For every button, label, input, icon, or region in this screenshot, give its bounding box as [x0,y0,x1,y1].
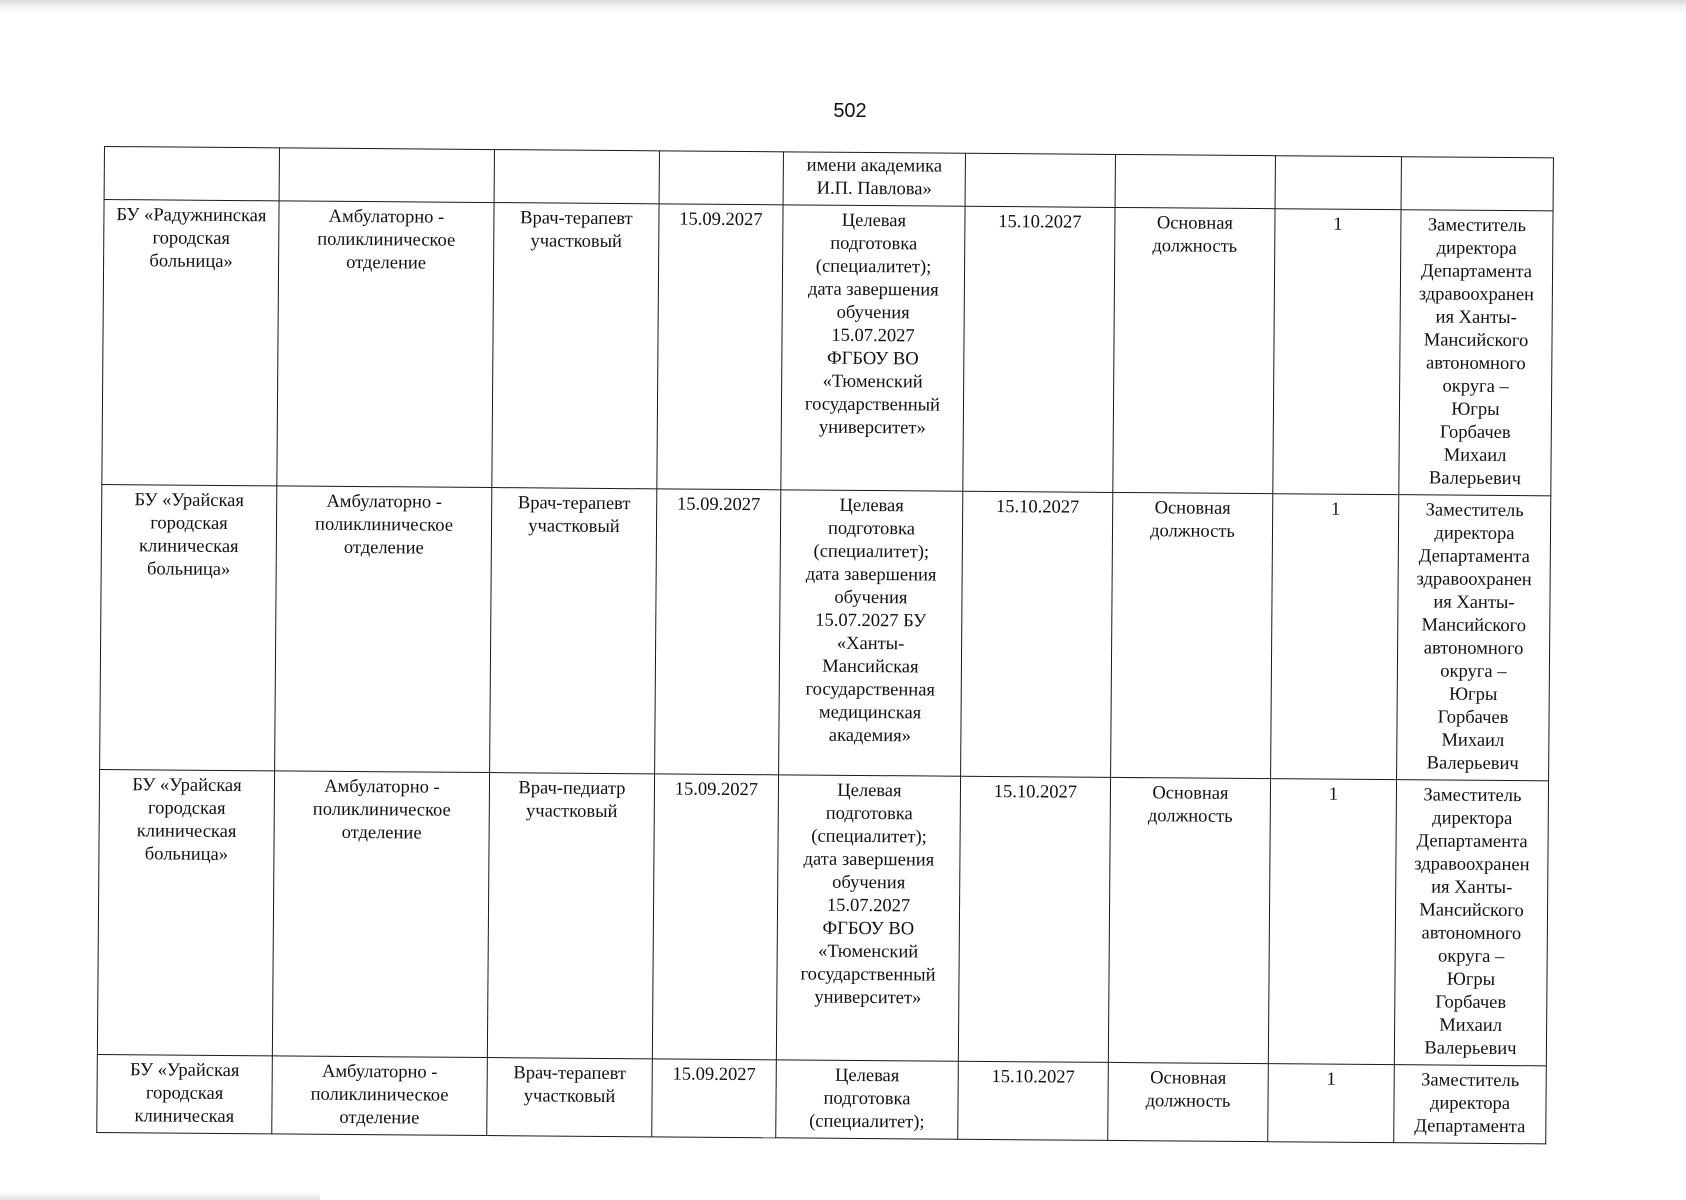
count-text: 1 [1333,214,1343,235]
date-start-cell [655,489,781,775]
table-cell [783,152,965,206]
date-end-text: 15.10.2027 [995,497,1080,518]
responsible-text: Заместитель директора Департамента здравоохранен ия Ханты- Мансийского автономного округа – Югры Горбачев Михаил Валерьевич [1418,215,1535,490]
table-row [97,769,1548,1065]
date-start-text: 15.09.2027 [672,1064,756,1086]
responsible-text: Заместитель директора Департамента здравоохранен ия Ханты- Мансийского автономного округа – Югры Горбачев Михаил Валерьевич [1416,500,1532,775]
table-row [100,484,1551,780]
training-text: Целевая подготовка (специалитет); дата завершения обучения 15.07.2027 ФГБОУ ВО «Тюменский государственный университет» [804,210,941,439]
position-text: Врач-терапевт участковый [517,493,631,538]
date-start-text: 15.09.2027 [676,494,761,516]
scan-edge-top [0,0,1686,14]
institution-cell [102,200,279,486]
position-text: Врач-терапевт участковый [513,1063,627,1108]
count-cell [1273,209,1401,495]
date-end-text: 15.10.2027 [993,782,1078,803]
department-cell [272,1056,488,1136]
date-end-cell [961,491,1113,777]
table-cell [1115,154,1275,208]
position-cell [490,488,657,774]
count-text: 1 [1330,499,1341,520]
table-cell [659,151,783,205]
institution-text: БУ «Урайская городская клиническая [129,1060,240,1128]
date-end-text: 15.10.2027 [991,1067,1075,1088]
responsible-cell [1394,1065,1547,1144]
count-text: 1 [1326,1069,1336,1090]
count-cell [1268,1064,1395,1143]
responsible-text: Заместитель директора Департамента [1414,1070,1526,1138]
table-row [102,200,1553,496]
institution-text: БУ «Урайская городская клиническая больница» [134,490,244,581]
department-cell [272,771,489,1058]
position-text: Врач-педиатр участковый [518,778,626,823]
responsible-cell [1397,495,1551,781]
institution-cell [97,1054,273,1133]
position-type-text: Основная должность [1147,783,1233,827]
table-row [97,1054,1547,1143]
position-type-cell [1111,492,1273,778]
date-end-cell [958,776,1110,1062]
training-text: Целевая подготовка (специалитет); дата завершения обучения 15.07.2027 ФГБОУ ВО «Тюменский государственный университет» [800,780,936,1009]
date-start-cell [652,1059,777,1138]
date-start-cell [652,774,778,1060]
department-text: Амбулаторно - поликлиническое отделение [315,491,454,559]
institution-text: БУ «Радужнинская городская больница» [116,205,267,273]
table-cell [1275,156,1401,210]
training-cell [781,205,965,491]
position-type-text: Основная должность [1150,498,1235,542]
training-text: Целевая подготовка (специалитет); дата завершения обучения 15.07.2027 БУ «Ханты- Мансийская государственная медицинская академия» [805,495,937,747]
count-cell [1268,779,1396,1065]
position-type-text: Основная должность [1145,1068,1231,1112]
date-end-cell [958,1061,1109,1140]
document-sheet [96,146,1554,1144]
count-text: 1 [1328,784,1339,805]
date-start-cell [657,204,783,490]
responsible-cell [1394,780,1548,1066]
training-text: Целевая подготовка (специалитет); [809,1065,925,1133]
responsible-text: Заместитель директора Департамента здравоохранен ия Ханты- Мансийского автономного округа – Югры Горбачев Михаил Валерьевич [1414,785,1530,1060]
institution-text: БУ «Урайская городская клиническая больница» [132,775,242,865]
position-type-text: Основная должность [1152,213,1238,257]
institution-cell [97,769,274,1055]
training-cell [776,1060,959,1139]
count-cell [1271,494,1399,780]
position-text: Врач-терапевт участковый [520,208,633,253]
table-cell [279,148,494,203]
department-text: Амбулаторно - поликлиническое отделение [310,1061,449,1129]
table-cell [965,153,1115,207]
date-start-text: 15.09.2027 [679,209,763,231]
institution-cell [100,484,277,770]
position-type-cell [1113,207,1275,493]
training-cell [779,490,963,776]
position-cell [487,773,654,1059]
training-continuation: имени академика И.П. Павлова» [806,155,943,200]
scan-edge-bottom [0,1192,320,1200]
department-text: Амбулаторно - поликлиническое отделение [317,206,456,274]
position-cell [492,203,659,489]
vacancy-table [96,146,1554,1144]
date-start-text: 15.09.2027 [674,779,759,801]
page-number: 502 [833,100,867,122]
training-cell [776,775,960,1061]
department-text: Амбулаторно - поликлиническое отделение [312,776,451,844]
table-cell [494,150,659,204]
department-cell [277,201,494,488]
position-type-cell [1108,1062,1269,1141]
responsible-cell [1399,210,1553,496]
department-cell [275,486,492,773]
date-end-text: 15.10.2027 [998,212,1082,233]
date-end-cell [963,206,1115,492]
position-cell [487,1058,653,1137]
position-type-cell [1108,777,1270,1063]
table-cell [1401,157,1553,211]
table-cell [104,147,279,201]
